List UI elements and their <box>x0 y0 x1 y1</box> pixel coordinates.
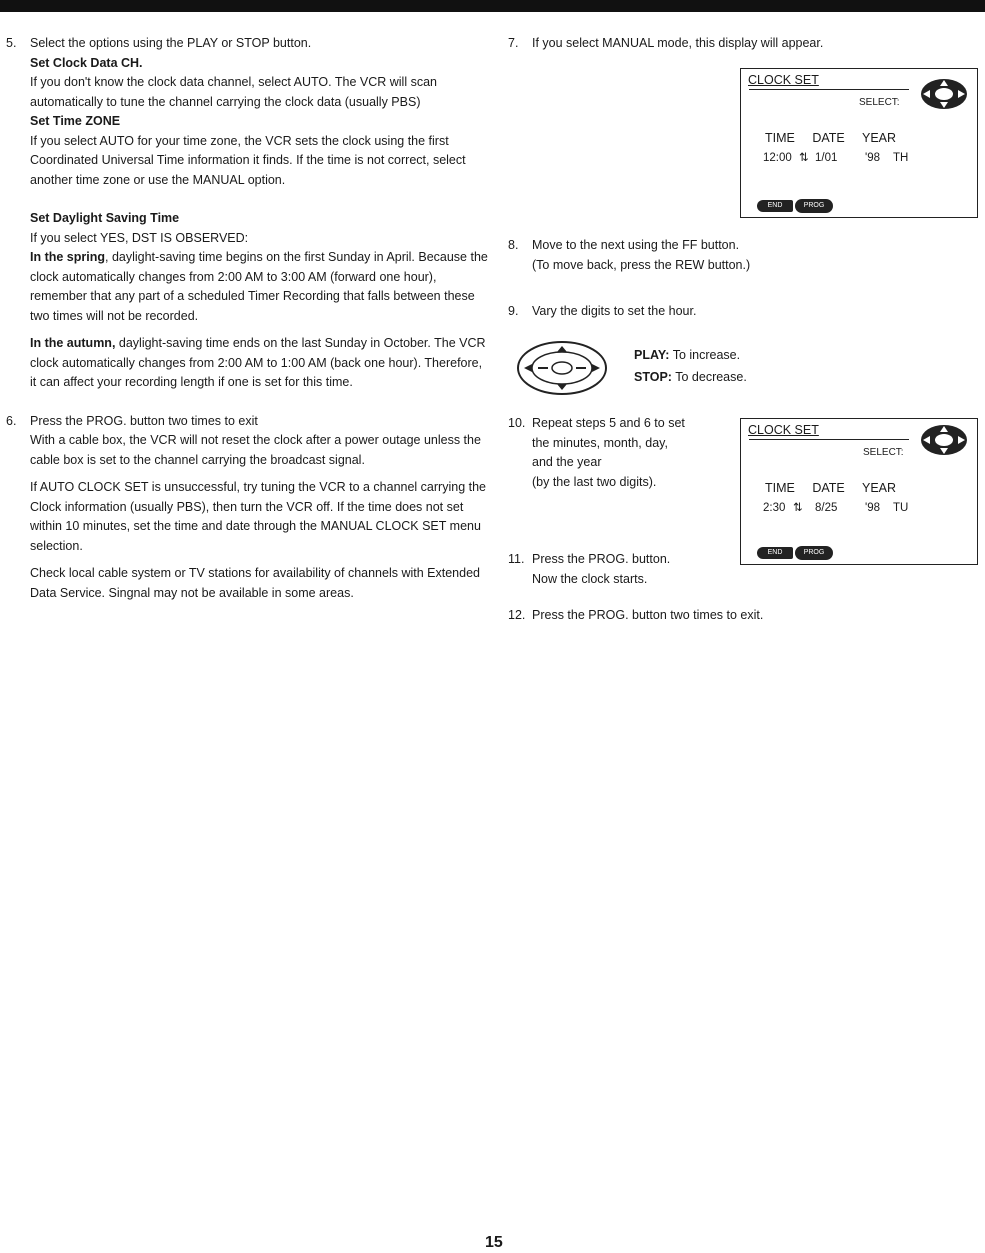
step-8-line1: Move to the next using the FF button. <box>532 238 740 252</box>
step-7 <box>508 34 978 54</box>
prog-badge: PROG <box>795 199 833 213</box>
heading-time-zone: Set Time ZONE <box>30 114 121 128</box>
dst-autumn <box>30 334 488 393</box>
step-11-line1: Press the PROG. button. <box>532 552 671 566</box>
select-dpad-icon <box>919 77 969 111</box>
spring-text: , daylight-saving time begins on the first Sunday in April. Because the clock automatically changes from 2:00 AM to 3:00 AM (forward one hour), remember that any part of a scheduled Timer Recording that falls between these two times will not be recorded. <box>30 250 488 323</box>
step-6-cable-note: With a cable box, the VCR will not reset the clock after a power outage unless the cable box is set to the channel carrying the broadcast signal. <box>30 433 481 467</box>
step-10 <box>508 414 738 492</box>
step-8-line2: (To move back, press the REW button.) <box>532 257 751 272</box>
step-8 <box>508 236 978 275</box>
column-headers: TIME DATE YEAR <box>765 131 897 145</box>
screen-title: CLOCK SET <box>748 73 819 87</box>
heading-clock-data-ch: Set Clock Data CH. <box>30 55 143 70</box>
year-value: '98 <box>865 152 880 164</box>
time-value: 2:30 <box>763 502 786 514</box>
step-10-line2: the minutes, month, day, <box>532 435 668 450</box>
step-number: 5. <box>6 36 17 50</box>
step-12 <box>508 606 978 626</box>
values-row <box>763 499 908 519</box>
top-rule <box>0 0 985 12</box>
dst-intro: If you select YES, DST IS OBSERVED: <box>30 230 249 245</box>
step-6-intro: Press the PROG. button two times to exit <box>30 413 258 428</box>
step-number: 7. <box>508 36 519 50</box>
step-10-line4: (by the last two digits). <box>532 474 657 489</box>
date-value: 1/01 <box>815 152 838 164</box>
dst-spring <box>30 248 488 326</box>
time-value: 12:00 <box>763 152 792 164</box>
date-value: 8/25 <box>815 502 838 514</box>
step-number: 9. <box>508 304 519 318</box>
time-zone-text: If you select AUTO for your time zone, the VCR sets the clock using the first Coordinated Universal Time information it finds. If the time is not correct, select another time zone or use the MANUAL option. <box>30 133 466 187</box>
step-number: 11. <box>508 552 525 566</box>
left-column <box>6 34 488 603</box>
step-10-line1: Repeat steps 5 and 6 to set <box>532 416 685 430</box>
page-number: 15 <box>485 1234 503 1251</box>
select-label: SELECT: <box>859 97 900 108</box>
step-5 <box>6 34 488 393</box>
edit-marker-icon: ⇅ <box>799 152 809 164</box>
autumn-text: daylight-saving time ends on the last Sunday in October. The VCR clock automatically changes from 2:00 AM to 1:00 AM (back one hour). Therefore, it can affect your recording length if one is set for this time. <box>30 336 486 389</box>
clock-set-display-manual <box>740 68 978 218</box>
select-dpad-icon <box>919 423 969 457</box>
year-value: '98 <box>865 502 880 514</box>
autumn-lead: In the autumn, <box>30 336 116 350</box>
step-number: 12. <box>508 608 526 622</box>
play-label: PLAY: <box>634 348 670 362</box>
screen-title: CLOCK SET <box>748 423 819 437</box>
spring-lead: In the spring <box>30 250 105 264</box>
step-9-text: Vary the digits to set the hour. <box>532 304 697 318</box>
edit-marker-icon: ⇅ <box>793 502 803 514</box>
clock-set-display-updated <box>740 418 978 565</box>
stop-text: To decrease. <box>675 370 747 384</box>
step-11-line2: Now the clock starts. <box>532 571 648 586</box>
end-badge: END <box>757 547 793 559</box>
end-badge: END <box>757 200 793 212</box>
step-5-intro: Select the options using the PLAY or STOP button. <box>30 36 312 50</box>
stop-label: STOP: <box>634 370 672 384</box>
day-value: TU <box>893 502 909 514</box>
step-12-text: Press the PROG. button two times to exit. <box>532 608 764 622</box>
step-9 <box>508 302 978 322</box>
heading-dst: Set Daylight Saving Time <box>30 211 180 225</box>
prog-badge: PROG <box>795 546 833 560</box>
clock-data-ch-text: If you don't know the clock data channel, select AUTO. The VCR will scan automatically to tune the channel carrying the clock data (usually PBS) <box>30 75 437 109</box>
step-10-line3: and the year <box>532 455 602 469</box>
play-text: To increase. <box>672 348 741 362</box>
step-6-eds-note: Check local cable system or TV stations for availability of channels with Extended Data Service. Singnal may not be available in some areas. <box>30 566 480 600</box>
day-value: TH <box>893 152 909 164</box>
step-number: 6. <box>6 413 17 428</box>
remote-dpad-icon <box>516 340 608 396</box>
step-11 <box>508 550 738 589</box>
step-6 <box>6 412 488 604</box>
stop-instruction <box>634 368 747 388</box>
step-7-text: If you select MANUAL mode, this display will appear. <box>532 36 824 50</box>
column-headers: TIME DATE YEAR <box>765 481 897 495</box>
step-number: 8. <box>508 238 519 252</box>
button-hint <box>757 546 833 560</box>
button-hint <box>757 199 833 213</box>
play-instruction <box>634 346 740 366</box>
select-label: SELECT: <box>863 447 904 458</box>
values-row <box>763 149 908 169</box>
step-6-auto-note: If AUTO CLOCK SET is unsuccessful, try tuning the VCR to a channel carrying the Clock information (usually PBS), then turn the VCR off. If the time does not set within 10 minutes, set the time and date through the MANUAL CLOCK SET menu selection. <box>30 480 486 553</box>
step-number: 10. <box>508 416 526 430</box>
